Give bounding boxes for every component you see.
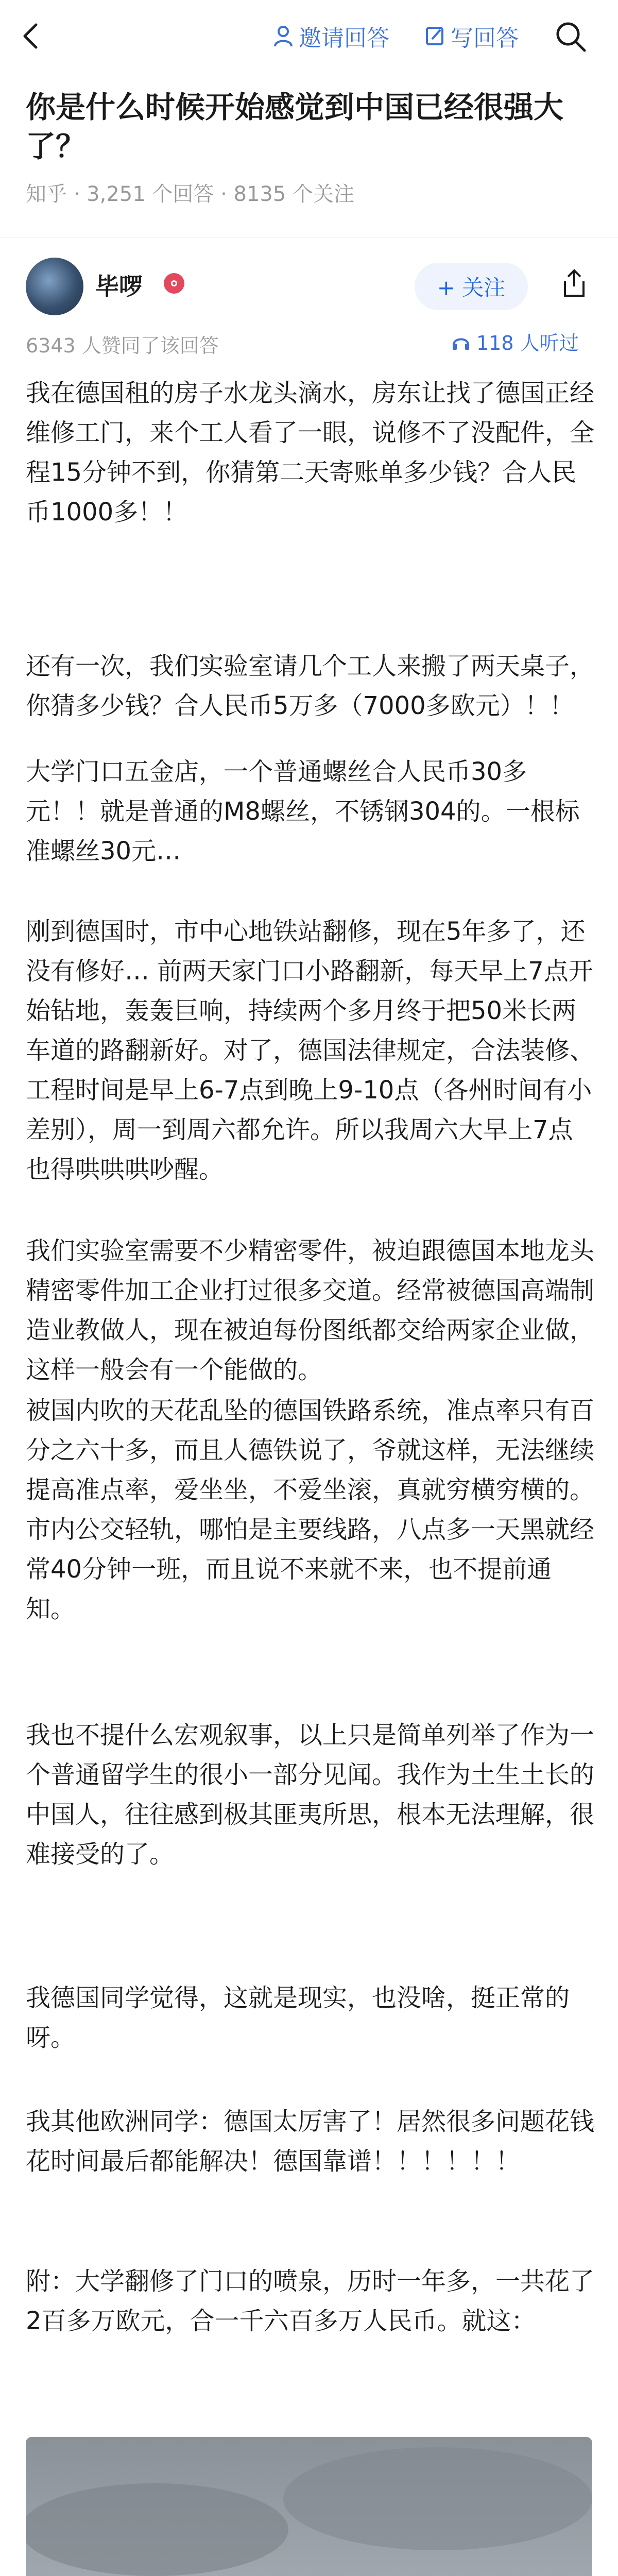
divider [0,237,618,238]
edit-icon [425,25,445,47]
answer-paragraph: 刚到德国时，市中心地铁站翻修，现在5年多了，还没有修好… 前两天家门口小路翻新，每天早上7点开始钻地，轰轰巨响，持续两个多月终于把50米长两车道的路翻新好。对了，德国法律规定，合法装修、工程时间是早上6-7点到晚上9-10点（各州时间有小差别），周一到周六都允许。所以我周六大早上7点也得哄哄哄吵醒。 [26,917,595,1184]
agree-count-text: 6343 人赞同了该回答 [26,334,219,357]
question-meta: 知乎 · 3,251 个回答 · 8135 个关注 [26,182,355,206]
listen-count: 118 人听过 [476,332,579,354]
answer-paragraph: 我德国同学觉得，这就是现实，也没啥，挺正常的呀。 [26,1984,570,2052]
answer-paragraph: 我们实验室需要不少精密零件，被迫跟德国本地龙头精密零件加工企业打过很多交道。经常被德国高端制造业教做人，现在被迫每份图纸都交给两家企业做，这样一般会有一个能做的。 [26,1236,595,1384]
top-bar [0,0,618,72]
answer-paragraph: 还有一次，我们实验室请几个工人来搬了两天桌子，你猜多少钱？合人民币5万多（7000多欧元）！！ [26,652,595,720]
headphones-icon [451,331,471,352]
question-title[interactable]: 你是什么时候开始感觉到中国已经很强大了？ [26,90,564,164]
badge-icon [164,273,184,294]
fountain-photo[interactable] [26,2437,592,2576]
answer-paragraph: 我其他欧洲同学：德国太厉害了！居然很多问题花钱花时间最后都能解决！德国靠谱！！！！！！ [26,2107,595,2176]
search-icon[interactable] [554,20,588,56]
invite-answer-button[interactable] [273,18,389,54]
share-icon[interactable] [559,268,590,301]
write-answer-label: 写回答 [451,25,519,52]
listen-button[interactable] [451,327,579,355]
invite-answer-label: 邀请回答 [299,25,389,52]
answer-paragraph: 附：大学翻修了门口的喷泉，历时一年多，一共花了2百多万欧元，合一千六百多万人民币。就这： [26,2267,595,2335]
author-row [26,252,592,319]
person-icon [273,25,294,47]
author-name[interactable]: 毕啰 [95,273,143,300]
avatar[interactable] [26,258,83,315]
answer-paragraph: 大学门口五金店，一个普通螺丝合人民币30多元！！就是普通的M8螺丝，不锈钢304的。一根标准螺丝30元… [26,757,580,866]
answer-paragraph: 我也不提什么宏观叙事，以上只是简单列举了作为一个普通留学生的很小一部分见闻。我作为土生土长的中国人，往往感到极其匪夷所思，根本无法理解，很难接受的了。 [26,1721,595,1869]
answer-paragraph: 我在德国租的房子水龙头滴水，房东让找了德国正经维修工门，来个工人看了一眼，说修不了没配件，全程15分钟不到，你猜第二天寄账单多少钱？合人民币1000多！！ [26,379,595,527]
follow-button[interactable]: + 关注 [415,263,528,310]
write-answer-button[interactable] [425,18,519,54]
answer-paragraph: 被国内吹的天花乱坠的德国铁路系统，准点率只有百分之六十多，而且人德铁说了，爷就这样，无法继续提高准点率，爱坐坐，不爱坐滚，真就穷横穷横的。市内公交轻轨，哪怕是主要线路，八点多一天黑就经常40分钟一班，而且说不来就不来，也不提前通知。 [26,1396,595,1623]
back-arrow-icon[interactable] [21,21,41,52]
